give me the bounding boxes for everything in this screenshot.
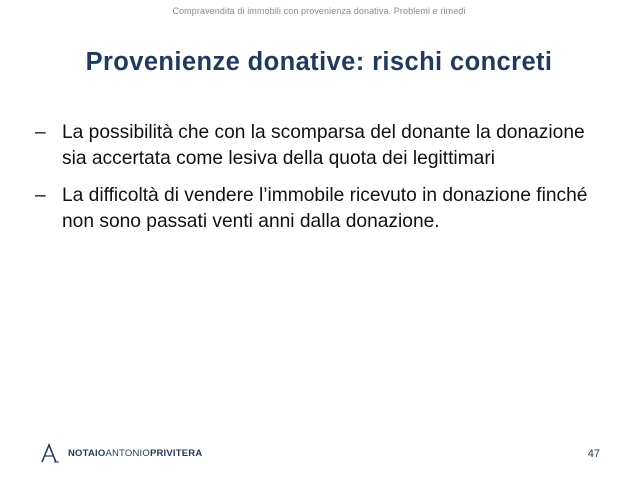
triangle-a-logo-icon bbox=[40, 443, 62, 463]
logo-text-notaio: NOTAIO bbox=[68, 447, 106, 459]
logo-text-antonio: ANTONIO bbox=[105, 447, 150, 459]
logo-text-privitera: PRIVITERA bbox=[149, 447, 203, 459]
bullet-item bbox=[0, 183, 638, 235]
bullet-dash: – bbox=[35, 122, 46, 143]
bullet-item bbox=[0, 120, 638, 172]
slide-title: Provenienze donative: rischi concreti bbox=[85, 48, 553, 76]
bullet-dash: – bbox=[35, 185, 46, 206]
bullet-text: La difficoltà di vendere l’immobile ricevuto in donazione finché non sono passati venti anni dalla donazione. bbox=[62, 185, 588, 232]
notary-logo bbox=[40, 443, 202, 463]
slide-footer bbox=[0, 440, 638, 470]
bullet-list bbox=[0, 120, 638, 246]
slide-header: Compravendita di immobili con provenienza donativa. Problemi e rimedi bbox=[172, 6, 466, 16]
bullet-text: La possibilità che con la scomparsa del donante la donazione sia accertata come lesiva della quota dei legittimari bbox=[62, 122, 585, 169]
page-number: 47 bbox=[587, 448, 600, 460]
logo-text bbox=[68, 448, 202, 459]
